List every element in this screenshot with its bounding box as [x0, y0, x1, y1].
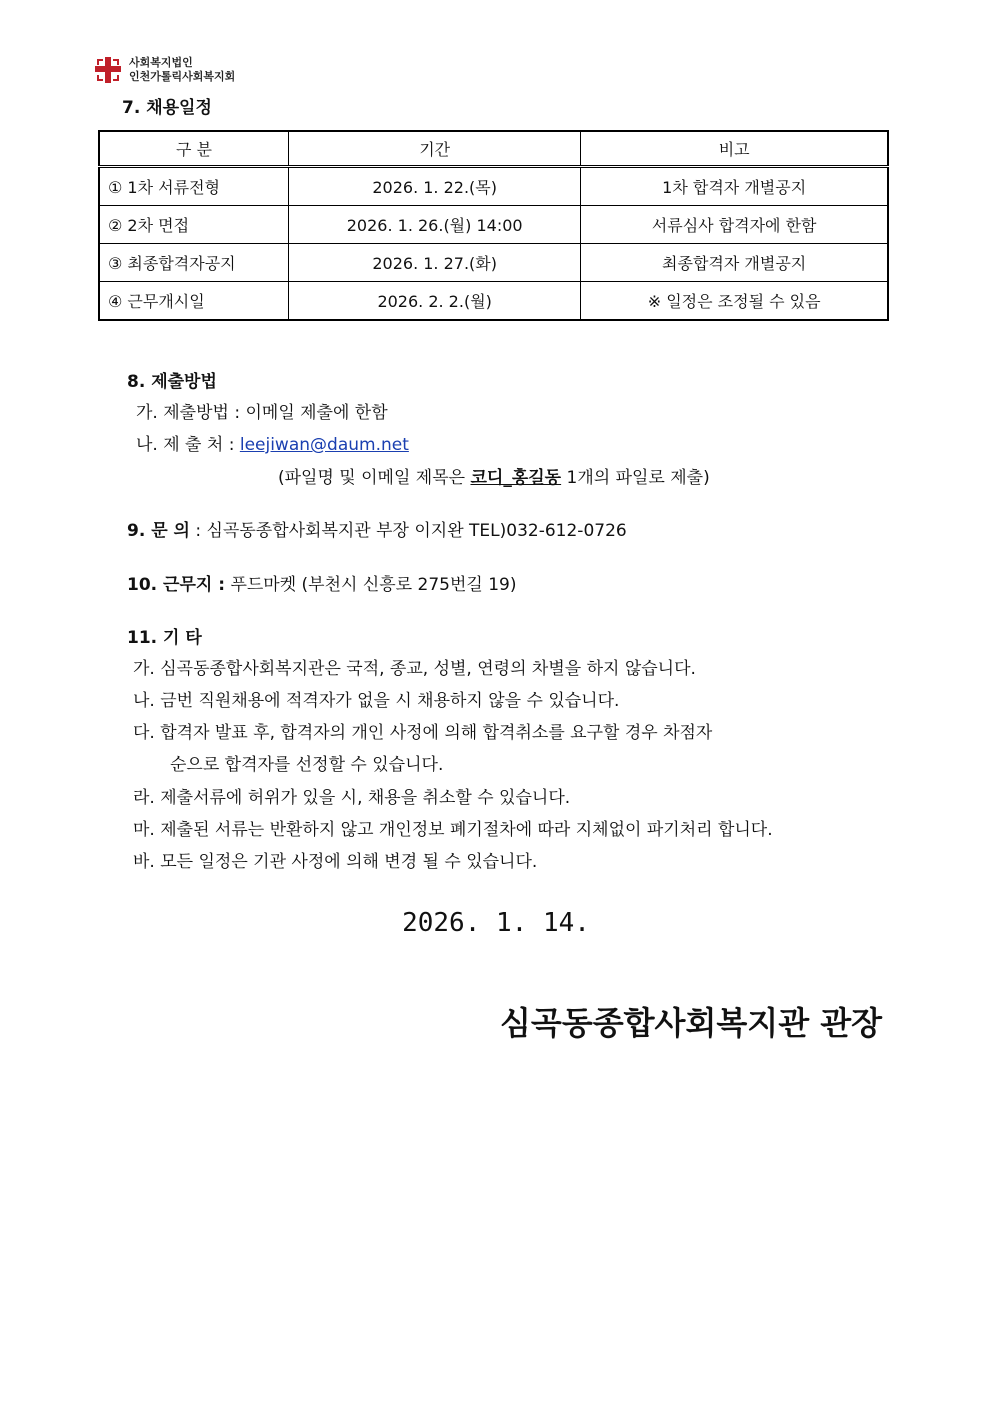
- schedule-item: ④ 근무개시일: [99, 282, 289, 321]
- schedule-item: ③ 최종합격자공지: [99, 244, 289, 282]
- submit-destination-line: [136, 430, 409, 455]
- column-header: 기간: [289, 131, 581, 167]
- schedule-item: ① 1차 서류전형: [99, 167, 289, 206]
- section7-title: 7. 채용일정: [122, 98, 212, 118]
- column-header: 비고: [581, 131, 888, 167]
- schedule-note: ※ 일정은 조정될 수 있음: [581, 282, 888, 321]
- file-note-post: 1개의 파일로 제출): [566, 468, 710, 488]
- table-row: [99, 206, 888, 244]
- org-name-line1: 사회복지법인: [129, 56, 193, 69]
- submit-destination-label: 나. 제 출 처 :: [136, 435, 235, 455]
- column-header: 구 분: [99, 131, 289, 167]
- submit-method-value: 이메일 제출에 한함: [245, 403, 388, 423]
- list-item: 바. 모든 일정은 기관 사정에 의해 변경 될 수 있습니다.: [133, 852, 538, 872]
- workplace-line: [127, 570, 516, 595]
- section10-title: 10. 근무지 :: [127, 575, 226, 595]
- list-item: 다. 합격자 발표 후, 합격자의 개인 사정에 의해 합격취소를 요구할 경우 차점자: [133, 723, 713, 743]
- list-item: 가. 심곡동종합사회복지관은 국적, 종교, 성별, 연령의 차별을 하지 않습니다.: [133, 659, 696, 679]
- schedule-note: 1차 합격자 개별공지: [581, 167, 888, 206]
- inquiry-line: [127, 516, 627, 541]
- schedule-period: 2026. 1. 26.(월) 14:00: [289, 206, 581, 244]
- signature-line: 심곡동종합사회복지관 관장: [500, 1004, 883, 1042]
- schedule-period: 2026. 1. 22.(목): [289, 167, 581, 206]
- email-link[interactable]: leejiwan@daum.net: [239, 435, 409, 455]
- section11-title: 11. 기 타: [127, 628, 202, 648]
- schedule-period: 2026. 1. 27.(화): [289, 244, 581, 282]
- org-logo: [93, 55, 235, 85]
- table-row: [99, 167, 888, 206]
- org-name-line2: 인천가톨릭사회복지회: [129, 70, 236, 83]
- file-naming-note: [278, 463, 710, 488]
- workplace-value: 푸드마켓 (부천시 신흥로 275번길 19): [230, 575, 517, 595]
- table-row: [99, 244, 888, 282]
- caritas-cross-icon: [93, 55, 123, 85]
- list-item: 마. 제출된 서류는 반환하지 않고 개인정보 폐기절차에 따라 지체없이 파기처리 합니다.: [133, 820, 773, 840]
- schedule-item: ② 2차 면접: [99, 206, 289, 244]
- org-name: [129, 56, 235, 84]
- file-note-pre: (파일명 및 이메일 제목은: [278, 468, 466, 488]
- list-item: 라. 제출서류에 허위가 있을 시, 채용을 취소할 수 있습니다.: [133, 788, 571, 808]
- file-note-example: 코디_홍길동: [470, 468, 562, 488]
- table-row: [99, 282, 888, 321]
- list-item-continuation: 순으로 합격자를 선정할 수 있습니다.: [170, 755, 444, 775]
- schedule-note: 최종합격자 개별공지: [581, 244, 888, 282]
- list-item: 나. 금번 직원채용에 적격자가 없을 시 채용하지 않을 수 있습니다.: [133, 691, 620, 711]
- schedule-table: [98, 130, 889, 321]
- section9-title: 9. 문 의: [127, 521, 190, 541]
- schedule-note: 서류심사 합격자에 한함: [581, 206, 888, 244]
- schedule-period: 2026. 2. 2.(월): [289, 282, 581, 321]
- section8-title: 8. 제출방법: [127, 372, 217, 392]
- submit-method-label: 가. 제출방법 :: [136, 403, 241, 423]
- table-header-row: [99, 131, 888, 167]
- inquiry-value: : 심곡동종합사회복지관 부장 이지완 TEL)032-612-0726: [195, 521, 627, 541]
- submit-method-line: [136, 398, 388, 423]
- document-date: 2026. 1. 14.: [402, 908, 590, 938]
